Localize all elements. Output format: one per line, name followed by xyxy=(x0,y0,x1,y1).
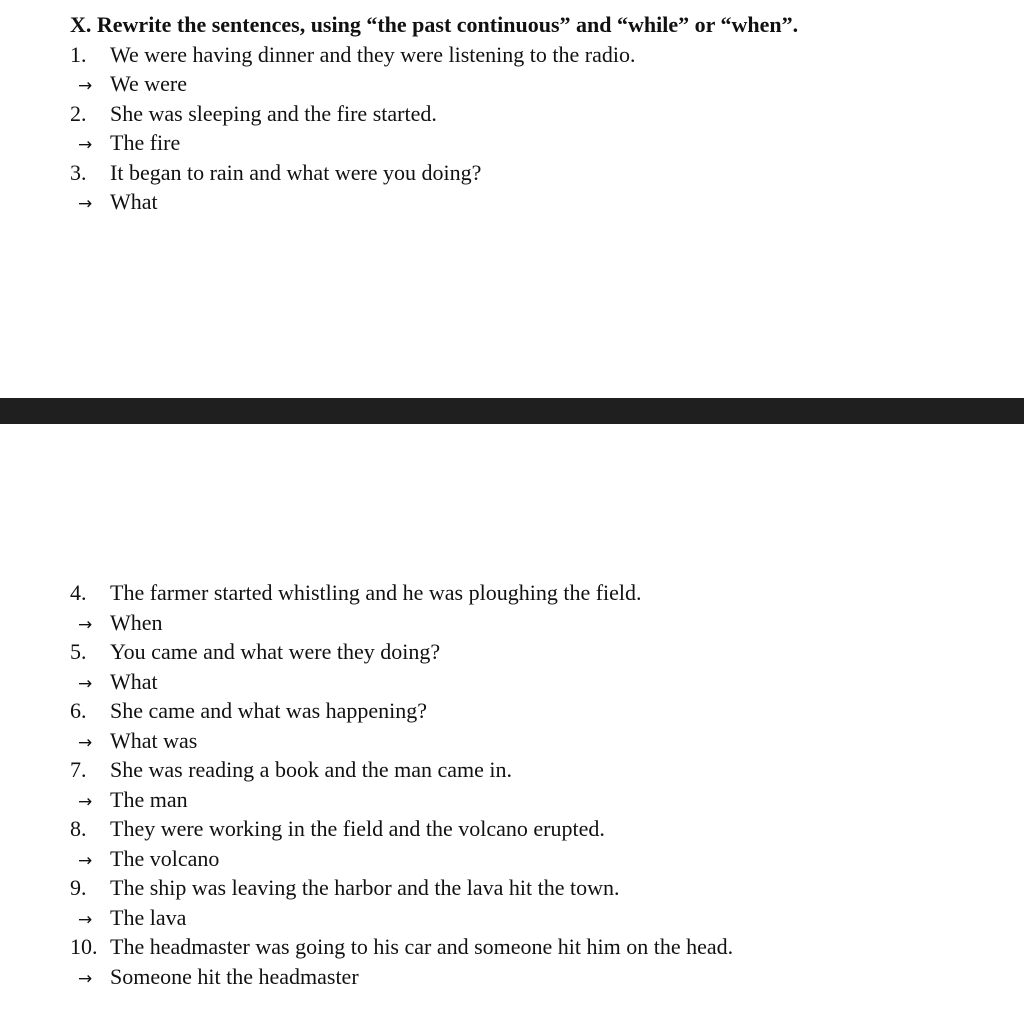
item-number: 6. xyxy=(70,698,87,723)
item-number: 3. xyxy=(70,160,87,185)
exercise-item xyxy=(70,932,733,961)
exercise-item xyxy=(70,873,620,902)
item-sentence: The farmer started whistling and he was ploughing the field. xyxy=(110,580,642,605)
exercise-item xyxy=(70,755,512,784)
item-number: 9. xyxy=(70,875,87,900)
item-sentence: The headmaster was going to his car and someone hit him on the head. xyxy=(110,934,734,959)
item-number: 7. xyxy=(70,757,87,782)
answer-prompt: What was xyxy=(110,728,198,753)
arrow-right-icon: → xyxy=(78,76,93,96)
answer-prompt: The man xyxy=(110,787,188,812)
item-sentence: She came and what was happening? xyxy=(110,698,428,723)
arrow-right-icon: → xyxy=(78,674,93,694)
exercise-item xyxy=(70,158,481,187)
worksheet-page-bottom xyxy=(0,424,1024,1016)
answer-line xyxy=(70,844,219,873)
answer-line xyxy=(70,785,188,814)
item-sentence: She was sleeping and the fire started. xyxy=(110,101,437,126)
answer-line xyxy=(70,962,359,991)
arrow-right-icon: → xyxy=(78,135,93,155)
arrow-right-icon: → xyxy=(78,910,93,930)
answer-line xyxy=(70,667,158,696)
exercise-item xyxy=(70,40,635,69)
item-number: 4. xyxy=(70,580,87,605)
arrow-right-icon: → xyxy=(78,733,93,753)
answer-prompt: What xyxy=(110,189,158,214)
answer-prompt: Someone hit the headmaster xyxy=(110,964,359,989)
answer-line xyxy=(70,187,158,216)
item-number: 8. xyxy=(70,816,87,841)
arrow-right-icon: → xyxy=(78,194,93,214)
answer-prompt: The lava xyxy=(110,905,187,930)
item-number: 10. xyxy=(70,934,98,959)
arrow-right-icon: → xyxy=(78,615,93,635)
item-number: 2. xyxy=(70,101,87,126)
exercise-item xyxy=(70,814,605,843)
item-sentence: They were working in the field and the volcano erupted. xyxy=(110,816,605,841)
item-number: 1. xyxy=(70,42,87,67)
answer-prompt: When xyxy=(110,610,163,635)
answer-line xyxy=(70,903,186,932)
answer-prompt: The volcano xyxy=(110,846,220,871)
answer-prompt: What xyxy=(110,669,158,694)
worksheet-page-top xyxy=(0,0,1024,398)
arrow-right-icon: → xyxy=(78,851,93,871)
exercise-item xyxy=(70,696,427,725)
item-sentence: She was reading a book and the man came in. xyxy=(110,757,512,782)
item-sentence: It began to rain and what were you doing? xyxy=(110,160,482,185)
answer-prompt: The fire xyxy=(110,130,181,155)
arrow-right-icon: → xyxy=(78,969,93,989)
item-sentence: You came and what were they doing? xyxy=(110,639,441,664)
answer-prompt: We were xyxy=(110,71,188,96)
exercise-item xyxy=(70,637,440,666)
arrow-right-icon: → xyxy=(78,792,93,812)
item-sentence: The ship was leaving the harbor and the lava hit the town. xyxy=(110,875,620,900)
exercise-item xyxy=(70,578,642,607)
answer-line xyxy=(70,128,180,157)
exercise-item xyxy=(70,99,437,128)
item-number: 5. xyxy=(70,639,87,664)
exercise-title: X. Rewrite the sentences, using “the past continuous” and “while” or “when”. xyxy=(70,12,799,37)
answer-line xyxy=(70,608,163,637)
item-sentence: We were having dinner and they were listening to the radio. xyxy=(110,42,636,67)
page-divider xyxy=(0,398,1024,424)
answer-line xyxy=(70,726,197,755)
answer-line xyxy=(70,69,187,98)
